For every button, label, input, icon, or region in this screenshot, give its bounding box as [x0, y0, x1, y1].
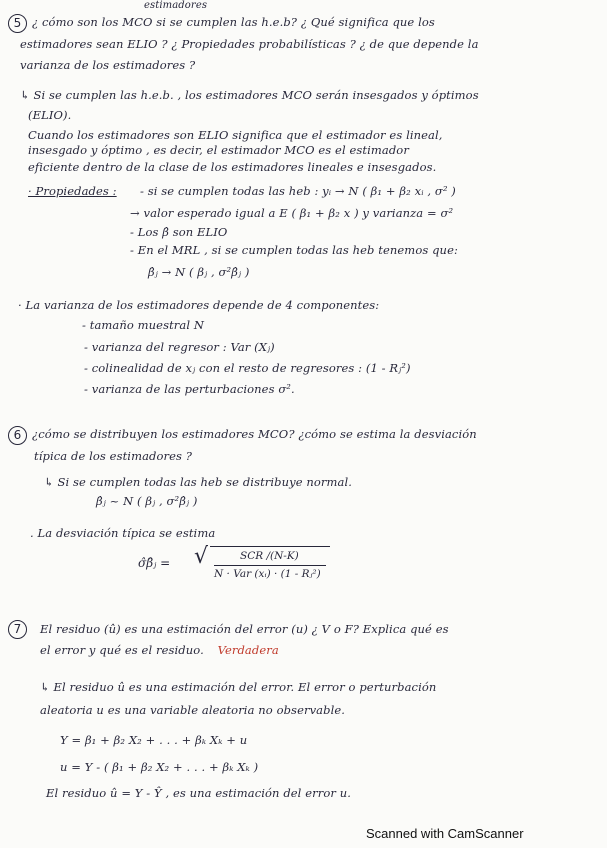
sqrt-bar — [210, 546, 330, 547]
property-line-3: - Los β̂ son ELIO — [130, 225, 228, 239]
q6-answer-line-3: . La desviación típica se estima — [30, 526, 216, 540]
variance-component-3: - colinealidad de xⱼ con el resto de regresores : (1 - Rⱼ²) — [84, 361, 411, 375]
sqrt-sign: √ — [194, 544, 209, 569]
variance-intro: · La varianza de los estimadores depende de 4 componentes: — [18, 298, 380, 312]
q5-inserted-word: estimadores — [144, 0, 208, 11]
variance-component-4: - varianza de las perturbaciones σ². — [84, 382, 295, 396]
q7-question-line-1: El residuo (û) es una estimación del error (u) ¿ V o F? Explica qué es — [40, 622, 449, 636]
q5-question-line-3: varianza de los estimadores ? — [20, 58, 196, 72]
q7-question-line-2 — [40, 643, 279, 657]
q7-answer-line-1: ↳ El residuo û es una estimación del error. El error o perturbación — [40, 680, 437, 694]
error-equation: u = Y - ( β₁ + β₂ X₂ + . . . + βₖ Xₖ ) — [60, 760, 259, 774]
property-line-5: β̂ⱼ → N ( βⱼ , σ²β̂ⱼ ) — [148, 265, 250, 279]
q6-number-badge: 6 — [8, 426, 27, 445]
q6-answer-line-1: ↳ Si se cumplen todas las heb se distribuye normal. — [44, 475, 353, 489]
q5-question-line-2: estimadores sean ELIO ? ¿ Propiedades probabilísticas ? ¿ de que depende la — [20, 37, 479, 51]
q7-verdict: Verdadera — [217, 643, 279, 657]
std-error-numerator: SCR /(N-K) — [240, 550, 299, 562]
q5-answer-line-2: (ELIO). — [28, 108, 72, 122]
std-error-denominator: N · Var (xᵢ) · (1 - Rⱼ²) — [214, 568, 321, 580]
q7-number-badge: 7 — [8, 620, 27, 639]
fraction-line — [214, 565, 326, 566]
std-error-lhs: σ̂β̂ⱼ = — [138, 556, 171, 570]
property-line-2: → valor esperado igual a E ( β₁ + β₂ x ) y varianza = σ² — [130, 206, 454, 220]
variance-component-1: - tamaño muestral N — [82, 318, 205, 332]
properties-label: · Propiedades : — [28, 184, 117, 198]
q5-answer-line-1: ↳ Si se cumplen las h.e.b. , los estimadores MCO serán insesgados y óptimos — [20, 88, 479, 102]
q6-question-line-1: ¿cómo se distribuyen los estimadores MCO? ¿cómo se estima la desviación — [32, 427, 477, 441]
variance-component-2: - varianza del regresor : Var (Xⱼ) — [84, 340, 275, 354]
q5-answer-line-5: eficiente dentro de la clase de los estimadores lineales e insesgados. — [28, 160, 437, 174]
model-equation: Y = β₁ + β₂ X₂ + . . . + βₖ Xₖ + u — [60, 733, 248, 747]
q7-question-line-2-text: el error y qué es el residuo. — [40, 643, 204, 657]
q7-answer-line-2: aleatoria u es una variable aleatoria no observable. — [40, 703, 346, 717]
property-line-4: - En el MRL , si se cumplen todas las heb tenemos que: — [130, 243, 458, 257]
camscanner-watermark: Scanned with CamScanner — [366, 826, 524, 841]
q5-answer-line-4: insesgado y óptimo , es decir, el estimador MCO es el estimador — [28, 143, 409, 157]
q6-distribution: β̂ⱼ ~ N ( βⱼ , σ²β̂ⱼ ) — [96, 494, 198, 508]
q5-question-line-1: ¿ cómo son los MCO si se cumplen las h.e.b? ¿ Qué significa que los — [32, 15, 435, 29]
property-line-1: - si se cumplen todas las heb : yᵢ → N ( β₁ + β₂ xᵢ , σ² ) — [140, 184, 456, 198]
q6-question-line-2: típica de los estimadores ? — [34, 449, 193, 463]
q5-number-badge: 5 — [8, 14, 27, 33]
residual-equation: El residuo û = Y - Ŷ , es una estimación del error u. — [46, 786, 351, 800]
q5-answer-line-3: Cuando los estimadores son ELIO significa que el estimador es lineal, — [28, 128, 443, 142]
